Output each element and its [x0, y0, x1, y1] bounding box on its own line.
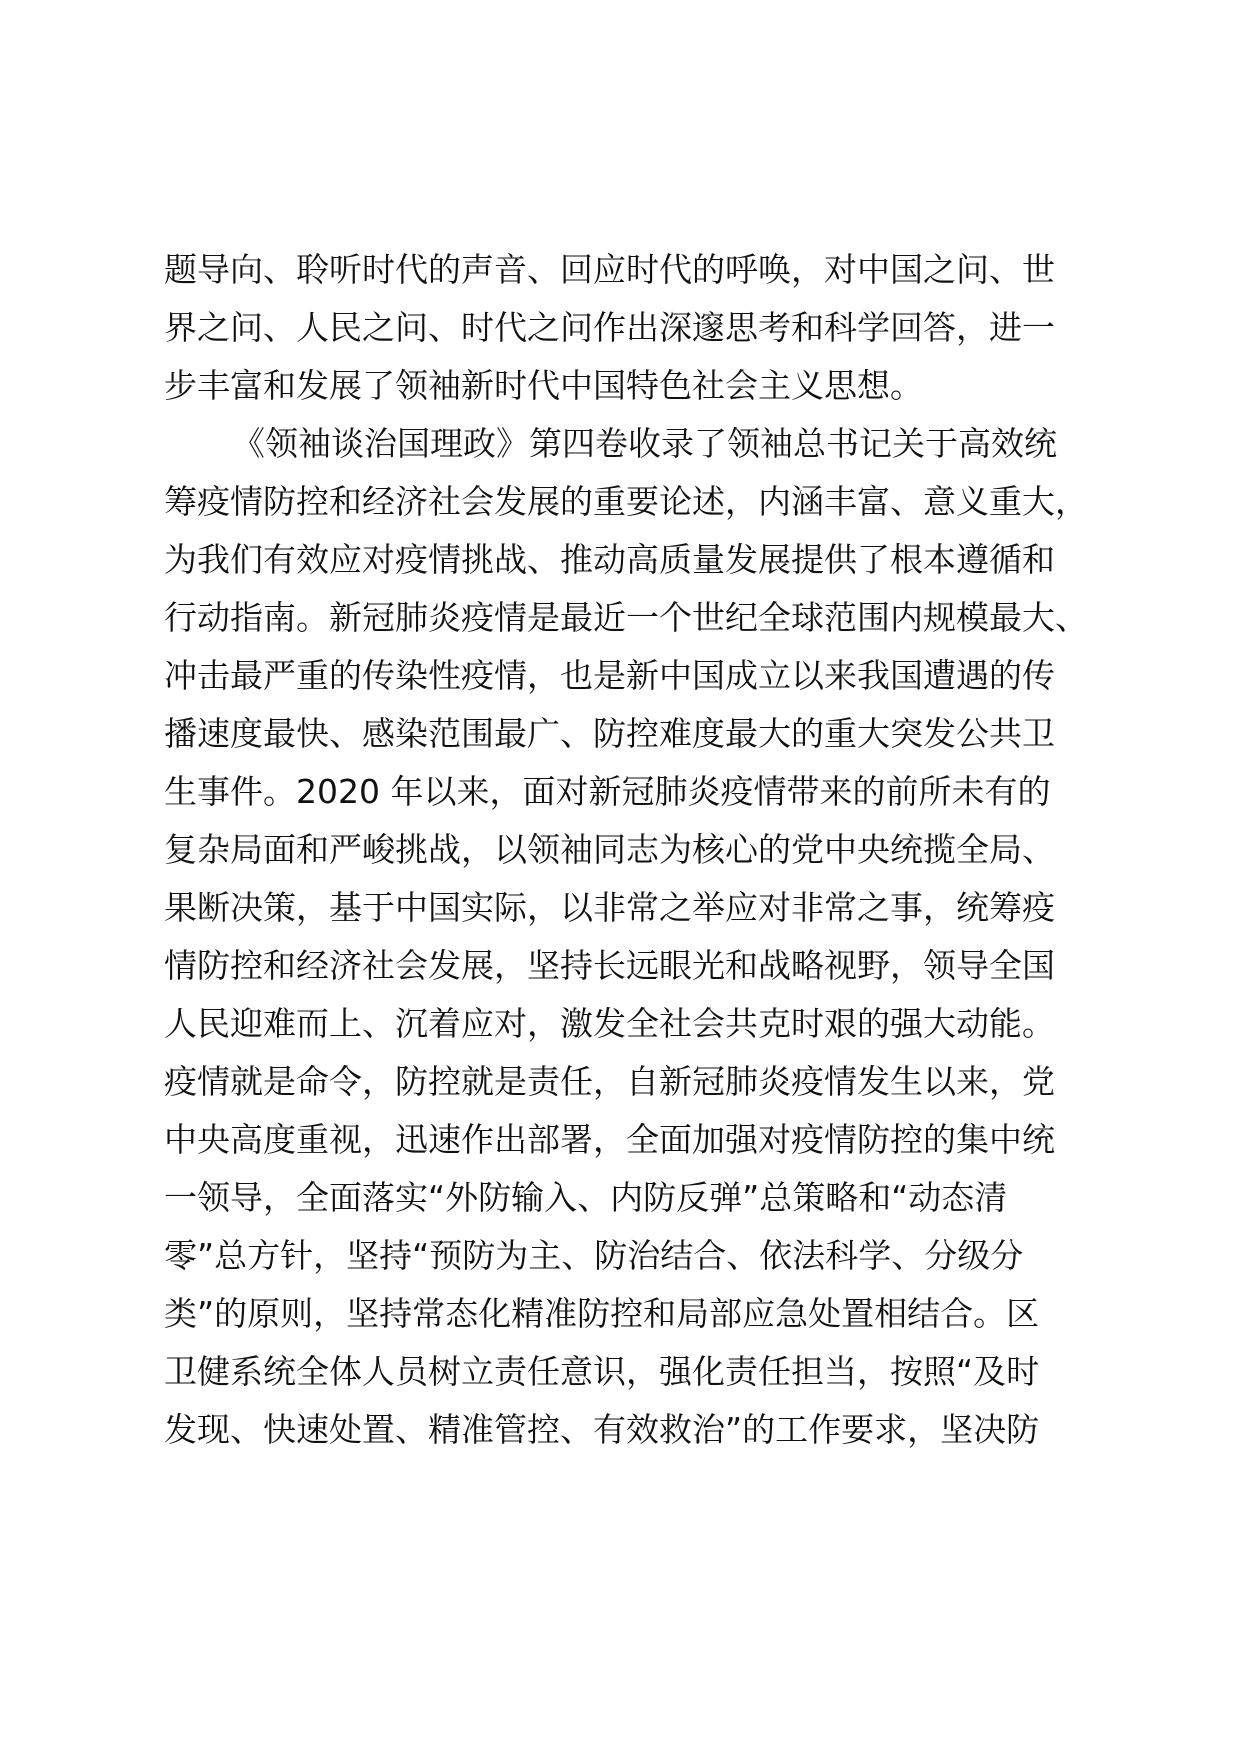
text-line: 中央高度重视，迅速作出部署，全面加强对疫情防控的集中统	[164, 1120, 1055, 1159]
text-line: 生事件。2020 年以来，面对新冠肺炎疫情带来的前所未有的	[164, 772, 1051, 811]
paragraph-first-line: 《领袖谈治国理政》第四卷收录了领袖总书记关于高效统	[232, 424, 1057, 463]
text-line: 行动指南。新冠肺炎疫情是最近一个世纪全球范围内规模最大、	[164, 598, 1088, 637]
text-line: 复杂局面和严峻挑战，以领袖同志为核心的党中央统揽全局、	[164, 830, 1055, 869]
text-line: 为我们有效应对疫情挑战、推动高质量发展提供了根本遵循和	[164, 540, 1055, 579]
text-line: 零”总方针，坚持“预防为主、防治结合、依法科学、分级分	[164, 1236, 1024, 1275]
text-line: 疫情就是命令，防控就是责任，自新冠肺炎疫情发生以来，党	[164, 1062, 1055, 1101]
text-line: 卫健系统全体人员树立责任意识，强化责任担当，按照“及时	[164, 1352, 1040, 1391]
body-text	[164, 241, 1104, 1459]
text-line: 人民迎难而上、沉着应对，激发全社会共克时艰的强大动能。	[164, 1004, 1055, 1043]
text-line: 步丰富和发展了领袖新时代中国特色社会主义思想。	[164, 366, 923, 405]
text-line: 发现、快速处置、精准管控、有效救治”的工作要求，坚决防	[164, 1410, 1040, 1449]
text-line: 冲击最严重的传染性疫情，也是新中国成立以来我国遭遇的传	[164, 656, 1055, 695]
text-line: 果断决策，基于中国实际，以非常之举应对非常之事，统筹疫	[164, 888, 1055, 927]
text-line: 题导向、聆听时代的声音、回应时代的呼唤，对中国之问、世	[164, 250, 1055, 289]
text-line: 筹疫情防控和经济社会发展的重要论述，内涵丰富、意义重大，	[164, 482, 1088, 521]
text-line: 播速度最快、感染范围最广、防控难度最大的重大突发公共卫	[164, 714, 1055, 753]
text-line: 界之问、人民之问、时代之问作出深邃思考和科学回答，进一	[164, 308, 1055, 347]
text-line: 类”的原则，坚持常态化精准防控和局部应急处置相结合。区	[164, 1294, 1040, 1333]
text-line: 情防控和经济社会发展，坚持长远眼光和战略视野，领导全国	[164, 946, 1055, 985]
text-line: 一领导，全面落实“外防输入、内防反弹”总策略和“动态清	[164, 1178, 1008, 1217]
